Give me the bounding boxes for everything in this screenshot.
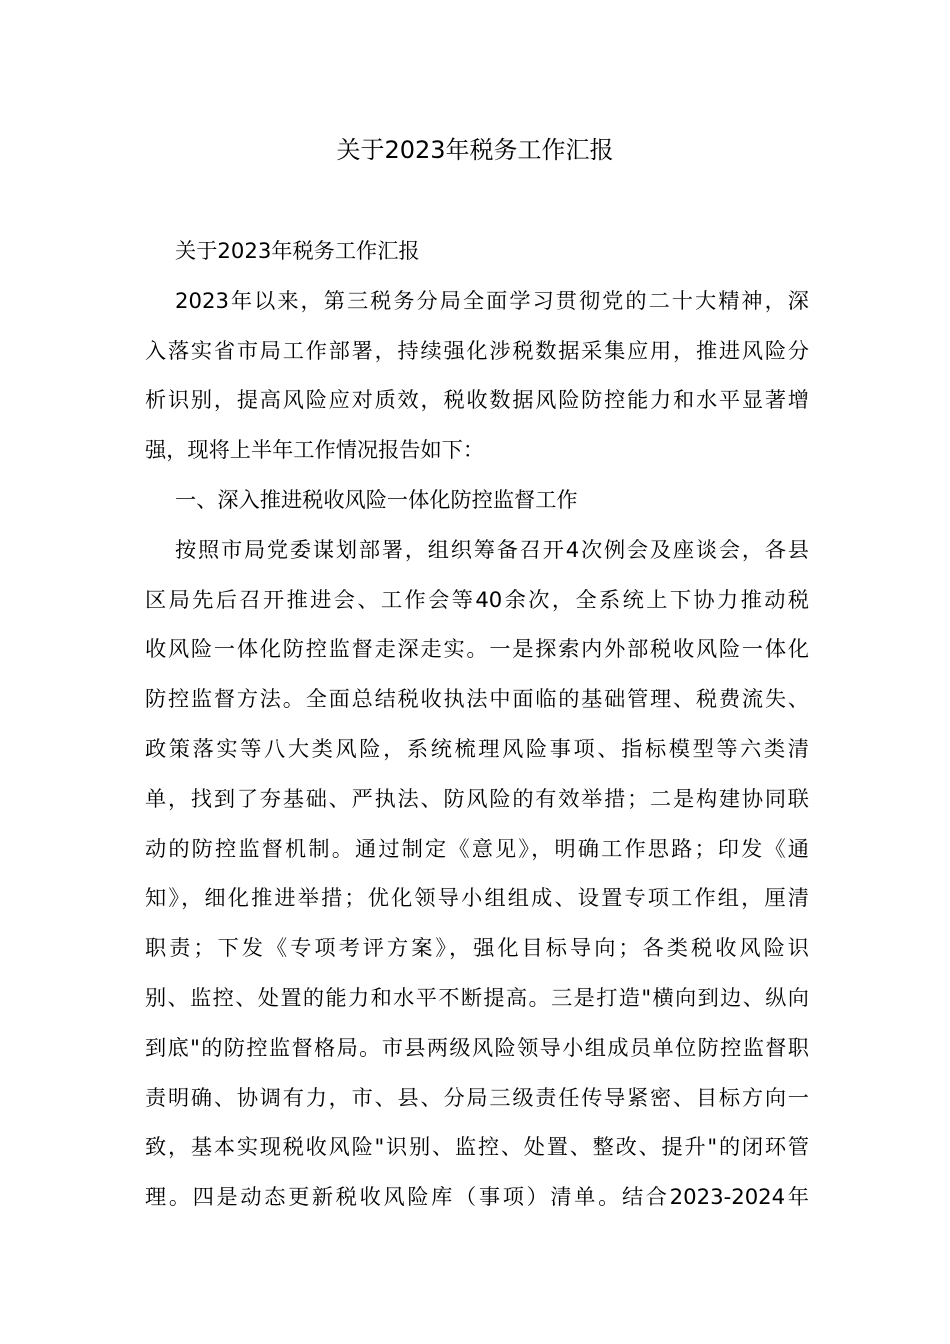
text-line: 理。四是动态更新税收风险库（事项）清单。结合2023-2024年 [145,1184,809,1210]
text-line: 政策落实等八大类风险，系统梳理风险事项、指标模型等六类清 [145,735,809,761]
text-line: 别、监控、处置的能力和水平不断提高。三是打造"横向到边、纵向 [145,984,809,1010]
text-line: 知》，细化推进举措；优化领导小组组成、设置专项工作组，厘清 [145,885,809,911]
text-line: 区局先后召开推进会、工作会等40余次，全系统上下协力推动税 [145,586,809,612]
text-line: 入落实省市局工作部署，持续强化涉税数据采集应用，推进风险分 [145,337,809,363]
document-body [145,226,809,1222]
section-heading-1 [145,475,809,525]
paragraph-heading-repeat [145,226,809,276]
text-line: 职责；下发《专项考评方案》，强化目标导向；各类税收风险识 [145,935,809,961]
text-line: 动的防控监督机制。通过制定《意见》，明确工作思路；印发《通 [145,835,809,861]
text-line: 一、深入推进税收风险一体化防控监督工作 [175,486,578,512]
text-line: 责明确、协调有力，市、县、分局三级责任传导紧密、目标方向一 [145,1084,809,1110]
text-line: 收风险一体化防控监督走深走实。一是探索内外部税收风险一体化 [145,636,809,662]
paragraph-section-1 [145,525,809,1222]
text-line: 单，找到了夯基础、严执法、防风险的有效举措；二是构建协同联 [145,785,809,811]
text-line: 到底"的防控监督格局。市县两级风险领导小组成员单位防控监督职 [145,1034,809,1060]
document-title: 关于2023年税务工作汇报 [336,136,614,164]
text-line: 析识别，提高风险应对质效，税收数据风险防控能力和水平显著增 [145,387,809,413]
text-line: 防控监督方法。全面总结税收执法中面临的基础管理、税费流失、 [145,686,809,712]
text-line: 按照市局党委谋划部署，组织筹备召开4次例会及座谈会，各县 [175,536,809,562]
text-line: 关于2023年税务工作汇报 [175,238,420,263]
text-line: 强，现将上半年工作情况报告如下： [145,437,485,463]
text-line: 致，基本实现税收风险"识别、监控、处置、整改、提升"的闭环管 [145,1134,809,1160]
paragraph-intro [145,276,809,475]
text-line: 2023年以来，第三税务分局全面学习贯彻党的二十大精神，深 [175,287,809,313]
